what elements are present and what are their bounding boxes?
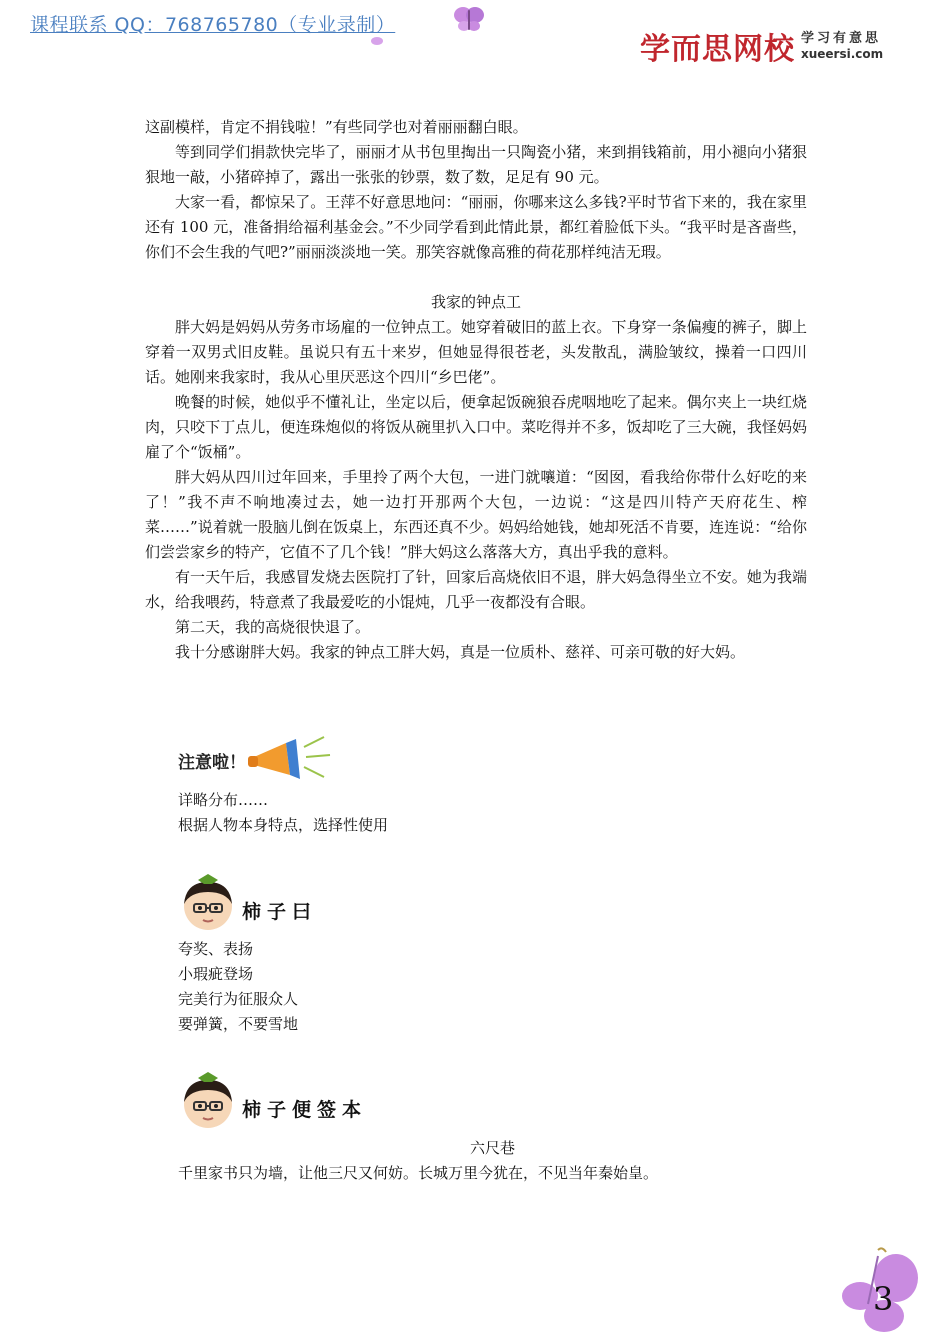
logo-slogan: 学习有意思: [801, 31, 882, 46]
persimmon-girl-icon: [176, 870, 240, 932]
list-item: 要弹簧，不要雪地: [178, 1015, 299, 1033]
note-body: [178, 788, 388, 838]
persimmon-girl-icon: [176, 1068, 240, 1130]
butterfly-small-icon: [370, 36, 384, 46]
poem-title: 六尺巷: [469, 1139, 515, 1157]
page-number: 3: [873, 1280, 894, 1318]
megaphone-icon: [246, 735, 332, 785]
paragraph: 等到同学们捐款快完毕了，丽丽才从书包里掏出一只陶瓷小猪，来到捐钱箱前，用小褪向小猪狠狠地一敲，小猪碎掉了，露出一张张的钞票，数了数，足足有 90 元。: [145, 143, 807, 186]
list-item: 小瑕疵登场: [178, 965, 254, 983]
paragraph: 胖大妈从四川过年回来，手里拎了两个大包，一进门就嚷道：“囡囡，看我给你带什么好吃的来了！”我不声不响地凑过去，她一边打开那两个大包，一边说：“这是四川特产天府花生、榨菜……”说着就一股脑儿倒在饭桌上，东西还真不少。妈妈给她钱，她却死活不肯要，连连说：“给你们尝尝家乡的特产，它值不了几个钱！”胖大妈这么落落大方，真出乎我的意料。: [145, 468, 807, 561]
note-heading: [178, 735, 332, 785]
paragraph: 有一天午后，我感冒发烧去医院打了针，回家后高烧依旧不退，胖大妈急得坐立不安。她为我端水，给我喂药，特意煮了我最爱吃的小馄炖，几乎一夜都没有合眼。: [145, 568, 807, 611]
note-label: 注意啦！: [178, 752, 246, 773]
paragraph: 胖大妈是妈妈从劳务市场雇的一位钟点工。她穿着破旧的蓝上衣。下身穿一条偏瘦的裤子，脚上穿着一双男式旧皮鞋。虽说只有五十来岁，但她显得很苍老，头发散乱，满脸皱纹，操着一口四川话。她刚来我家时，我从心里厌恶这个四川“乡巴佬”。: [145, 318, 807, 386]
persimmon-says-list: [178, 937, 298, 1037]
story-title: 我家的钟点工: [430, 293, 521, 311]
poem-text: 千里家书只为墙，让他三尺又何妨。长城万里今犹在，不见当年秦始皇。: [178, 1164, 659, 1182]
note-line: 详略分布……: [178, 791, 269, 809]
logo-domain: xueersi.com: [801, 47, 884, 61]
list-item: 完美行为征服众人: [178, 990, 299, 1008]
paragraph: 第二天，我的高烧很快退了。: [175, 618, 371, 636]
paragraph: 我十分感谢胖大妈。我家的钟点工胖大妈，真是一位质朴、慈祥、可亲可敬的好大妈。: [175, 643, 746, 661]
persimmon-notebook-heading: [176, 1068, 367, 1130]
paragraph: 大家一看，都惊呆了。王萍不好意思地问：“丽丽，你哪来这么多钱?平时节省下来的，我在家里还有 100 元，准备捐给福利基金会。”不少同学看到此情此景，都红着脸低下头。“我平时是吝啬些，你们不会生我的气吧?”丽丽淡淡地一笑。那笑容就像高雅的荷花那样纯洁无瑕。: [145, 193, 807, 261]
logo-main-text: 学而思网校: [640, 32, 795, 67]
paragraph: 这副模样，肯定不捐钱啦！”有些同学也对着丽丽翻白眼。: [145, 118, 528, 136]
course-contact-link[interactable]: 课程联系 QQ：768765780（专业录制）: [30, 14, 396, 36]
persimmon-says-heading: [176, 870, 317, 932]
list-item: 夸奖、表扬: [178, 940, 254, 958]
paragraph: 晚餐的时候，她似乎不懂礼让，坐定以后，便拿起饭碗狼吞虎咽地吃了起来。偶尔夹上一块红烧肉，只咬下丁点儿，便连珠炮似的将饭从碗里扒入口中。菜吃得并不多，饭却吃了三大碗，我怪妈妈雇了个“饭桶”。: [145, 393, 807, 461]
document-body: [145, 115, 807, 665]
persimmon-says-label: 柿子曰: [242, 901, 318, 923]
note-line: 根据人物本身特点，选择性使用: [178, 816, 389, 834]
butterfly-icon: [452, 4, 486, 34]
xueersi-logo: [640, 24, 883, 68]
persimmon-notebook-label: 柿子便签本: [242, 1099, 368, 1121]
